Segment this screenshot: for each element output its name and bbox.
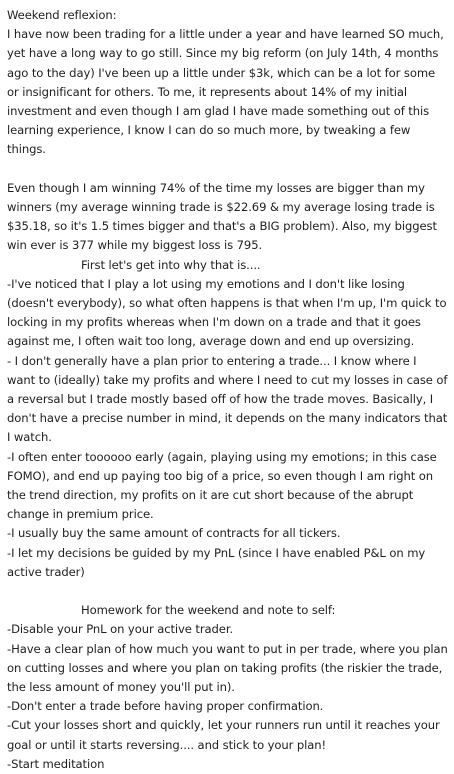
paragraph-gap: [7, 582, 448, 601]
homework-item: -Have a clear plan of how much you want to put in per trade, where you plan on cutting losses and where you plan on taking profits (the riskier the trade, the less amount of money you'll put in).: [7, 641, 448, 695]
homework-item: -Disable your PnL on your active trader.: [7, 622, 234, 637]
why-item: -I often enter toooooo early (again, playing using my emotions; in this case FOMO), and end up paying too big of a price, so even though I am right on the trend direction, my profits on it are cut short because of the abrupt change in premium price.: [7, 449, 437, 522]
homework-item: -Start meditation: [7, 756, 105, 771]
why-heading: First let's get into why that is....: [81, 257, 261, 272]
intro-paragraph: I have now been trading for a little under a year and have learned SO much, yet have a long way to go still. Since my big reform (on July 14th, 4 months ago to the day) I've been up a little under $3k, which can be a lot for some or insignificant for others. To me, it represents about 14% of my initial investment and even though I am glad I have made something out of this learning experience, I know I can do so much more, by tweaking a few things.: [7, 27, 444, 157]
homework-heading: Homework for the weekend and note to self:: [81, 603, 336, 618]
homework-item: -Cut your losses short and quickly, let your runners run until it reaches your goal or until it starts reversing.... and stick to your plan!: [7, 718, 440, 752]
post-title: Weekend reflexion:: [7, 8, 117, 22]
homework-item: -Don't enter a trade before having proper confirmation.: [7, 699, 324, 714]
why-item: -I let my decisions be guided by my PnL (since I have enabled P&L on my active trader): [7, 545, 426, 579]
paragraph-gap: [7, 160, 448, 179]
why-item: - I don't generally have a plan prior to entering a trade... I know where I want to (ideally) take my profits and where I need to cut my losses in case of a reversal but I trade mostly based off of how the trade moves. Basically, I don't have a precise number in mind, it depends on the many indicators that I watch.: [7, 353, 448, 445]
stats-paragraph: Even though I am winning 74% of the time my losses are bigger than my winners (my average winning trade is $22.69 & my average losing trade is $35.18, so it's 1.5 times bigger and that's a BIG problem). Also, my biggest win ever is 377 while my biggest loss is 795.: [7, 180, 437, 253]
why-item: -I've noticed that I play a lot using my emotions and I don't like losing (doesn't everybody), so what often happens is that when I'm up, I'm quick to locking in my profits whereas when I'm down on a trade and that it goes against me, I often wait too long, average down and end up oversizing.: [7, 276, 447, 349]
why-item: -I usually buy the same amount of contracts for all tickers.: [7, 526, 341, 541]
